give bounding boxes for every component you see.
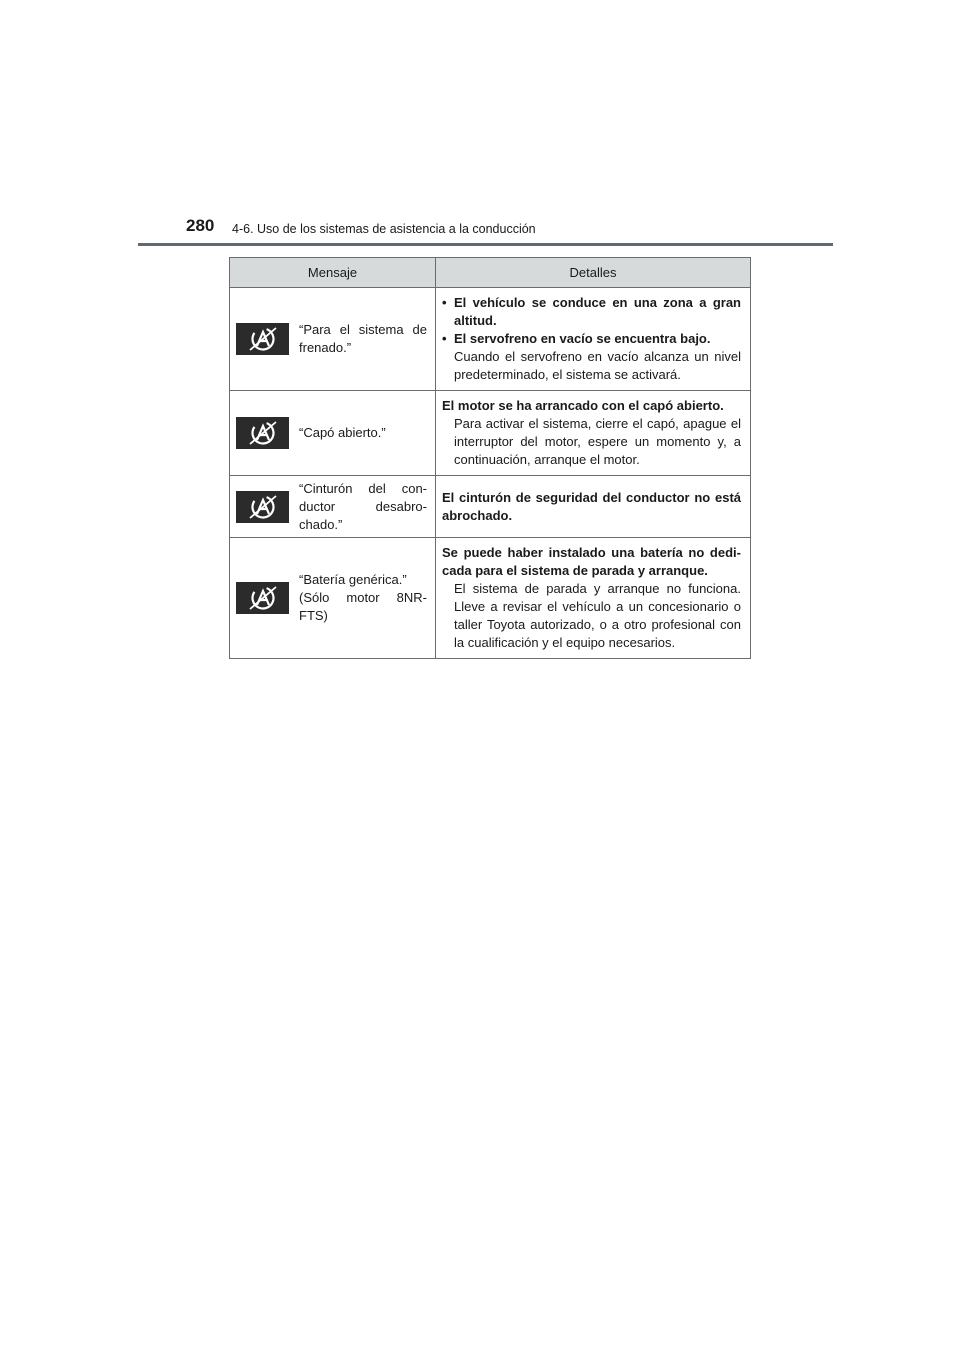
column-header-details: Detalles [436, 258, 751, 288]
message-text: “Capó abierto.” [299, 425, 386, 440]
detail-note: Para activar el sistema, cierre el capó, apague el interruptor del motor, espere un momento y, a continuación, arranque el motor. [454, 416, 741, 467]
detail-heading: El motor se ha arrancado con el capó abierto. [442, 398, 724, 413]
section-title: 4-6. Uso de los sistemas de asistencia a la conducción [232, 222, 536, 236]
message-cell [230, 476, 436, 538]
details-cell [436, 288, 751, 391]
detail-note: Cuando el servofreno en vacío alcanza un nivel predeterminado, el sistema se activará. [454, 349, 741, 382]
message-table [229, 257, 751, 659]
list-item: • El vehículo se conduce en una zona a gran altitud. [442, 295, 741, 328]
table-row [230, 391, 751, 476]
column-header-message: Mensaje [230, 258, 436, 288]
page-number: 280 [186, 216, 215, 235]
details-cell [436, 538, 751, 659]
message-text: “Cinturón del con-ductor desabro-chado.” [299, 480, 427, 532]
detail-note: El sistema de parada y arranque no funciona. Lleve a revisar el vehículo a un concesionario o taller Toyota autorizado, o a otro profesional con la cualificación y el equipo necesarios. [454, 581, 741, 650]
details-cell [436, 476, 751, 538]
header-rule [138, 243, 833, 246]
bullet-icon: • [442, 331, 447, 346]
list-item: • El servofreno en vacío se encuentra bajo. [442, 331, 711, 346]
auto-start-stop-off-icon [236, 491, 289, 523]
table-row [230, 476, 751, 538]
message-cell [230, 391, 436, 476]
message-cell [230, 288, 436, 391]
auto-start-stop-off-icon [236, 417, 289, 449]
table-row [230, 288, 751, 391]
auto-start-stop-off-icon [236, 582, 289, 614]
detail-heading: El cinturón de seguridad del conductor no está abrochado. [442, 489, 741, 523]
message-text: “Para el sistema de frenado.” [299, 322, 427, 355]
message-cell [230, 538, 436, 659]
table-header-row [230, 258, 751, 288]
table-row [230, 538, 751, 659]
auto-start-stop-off-icon [236, 323, 289, 355]
message-text: “Batería genérica.” (Sólo motor 8NR-FTS) [299, 572, 427, 623]
detail-heading: Se puede haber instalado una batería no dedi-cada para el sistema de parada y arranque. [442, 545, 741, 578]
bullet-icon: • [442, 295, 447, 310]
details-cell [436, 391, 751, 476]
